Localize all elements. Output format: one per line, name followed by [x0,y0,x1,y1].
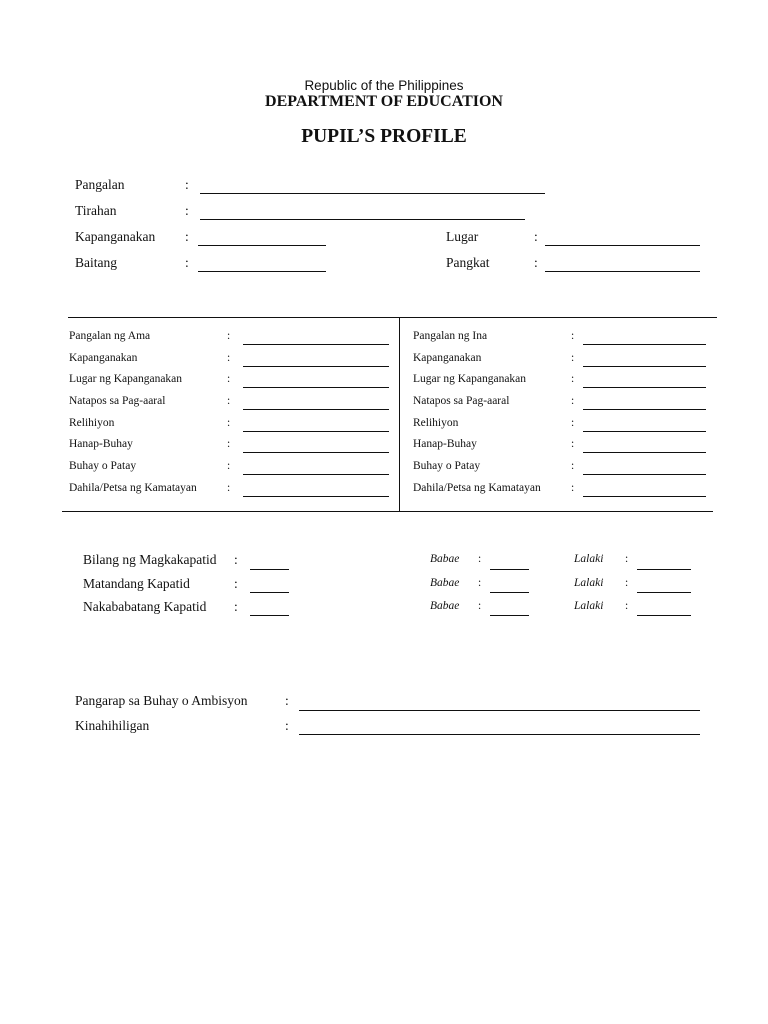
older-female-label: Babae [430,577,460,589]
younger-female-field[interactable] [490,615,529,616]
ambition-label: Pangarap sa Buhay o Ambisyon [75,693,248,708]
father-status-colon: : [227,460,231,472]
father-education-field[interactable] [243,409,389,410]
younger-sibling-label: Nakababatang Kapatid [83,599,207,614]
older-sibling-colon: : [234,576,238,591]
name-colon: : [185,177,189,192]
father-birthplace-label: Lugar ng Kapanganakan [69,373,183,385]
sibling-count-female-colon: : [478,553,482,565]
mother-status-field[interactable] [583,474,706,475]
younger-sibling-colon: : [234,599,238,614]
father-status-field[interactable] [243,474,389,475]
grade-label: Baitang [75,255,117,270]
younger-male-colon: : [625,600,629,612]
father-status-label: Buhay o Patay [69,460,137,472]
father-name-colon: : [227,330,231,342]
ambition-colon: : [285,693,289,708]
birthdate-colon: : [185,229,189,244]
mother-name-colon: : [571,330,575,342]
mother-name-field[interactable] [583,344,706,345]
mother-birthplace-colon: : [571,373,575,385]
name-field[interactable] [200,193,545,194]
mother-occupation-label: Hanap-Buhay [413,438,477,450]
father-religion-colon: : [227,417,231,429]
younger-male-label: Lalaki [574,600,604,612]
father-birthplace-colon: : [227,373,231,385]
father-occupation-label: Hanap-Buhay [69,438,133,450]
father-birth-field[interactable] [243,366,389,367]
sibling-count-label: Bilang ng Magkakapatid [83,552,217,567]
sibling-count-female-label: Babae [430,553,460,565]
mother-birth-label: Kapanganakan [413,352,482,364]
mother-birthplace-field[interactable] [583,387,706,388]
father-birth-label: Kapanganakan [69,352,138,364]
republic-heading: Republic of the Philippines [304,78,464,93]
grade-field[interactable] [198,271,326,272]
parents-bottom-rule [62,511,713,512]
mother-death-field[interactable] [583,496,706,497]
father-name-label: Pangalan ng Ama [69,330,151,342]
sibling-count-female-field[interactable] [490,569,529,570]
mother-religion-label: Relihiyon [413,417,459,429]
section-colon: : [534,255,538,270]
mother-religion-colon: : [571,417,575,429]
sibling-count-male-colon: : [625,553,629,565]
address-label: Tirahan [75,203,117,218]
younger-male-field[interactable] [637,615,691,616]
parents-divider [399,317,400,512]
birthdate-field[interactable] [198,245,326,246]
interest-field[interactable] [299,734,700,735]
older-male-colon: : [625,577,629,589]
older-male-label: Lalaki [574,577,604,589]
mother-death-colon: : [571,482,575,494]
place-label: Lugar [446,229,479,244]
mother-occupation-colon: : [571,438,575,450]
mother-name-label: Pangalan ng Ina [413,330,488,342]
mother-status-colon: : [571,460,575,472]
sibling-count-colon: : [234,552,238,567]
father-religion-field[interactable] [243,431,389,432]
mother-death-label: Dahila/Petsa ng Kamatayan [413,482,541,494]
interest-label: Kinahihiligan [75,718,150,733]
mother-birth-field[interactable] [583,366,706,367]
place-colon: : [534,229,538,244]
father-death-field[interactable] [243,496,389,497]
mother-status-label: Buhay o Patay [413,460,481,472]
father-birth-colon: : [227,352,231,364]
place-field[interactable] [545,245,700,246]
ambition-field[interactable] [299,710,700,711]
address-field[interactable] [200,219,525,220]
sibling-count-male-label: Lalaki [574,553,604,565]
department-heading: DEPARTMENT OF EDUCATION [265,93,503,110]
father-education-label: Natapos sa Pag-aaral [69,395,166,407]
sibling-count-field[interactable] [250,569,289,570]
older-sibling-label: Matandang Kapatid [83,576,190,591]
father-death-colon: : [227,482,231,494]
mother-religion-field[interactable] [583,431,706,432]
mother-education-label: Natapos sa Pag-aaral [413,395,510,407]
parents-top-rule [68,317,717,318]
younger-female-colon: : [478,600,482,612]
address-colon: : [185,203,189,218]
father-name-field[interactable] [243,344,389,345]
older-male-field[interactable] [637,592,691,593]
section-field[interactable] [545,271,700,272]
father-religion-label: Relihiyon [69,417,115,429]
mother-occupation-field[interactable] [583,452,706,453]
father-birthplace-field[interactable] [243,387,389,388]
mother-birth-colon: : [571,352,575,364]
mother-birthplace-label: Lugar ng Kapanganakan [413,373,527,385]
name-label: Pangalan [75,177,125,192]
father-death-label: Dahila/Petsa ng Kamatayan [69,482,197,494]
father-education-colon: : [227,395,231,407]
father-occupation-field[interactable] [243,452,389,453]
interest-colon: : [285,718,289,733]
section-label: Pangkat [446,255,490,270]
older-female-field[interactable] [490,592,529,593]
older-female-colon: : [478,577,482,589]
younger-female-label: Babae [430,600,460,612]
sibling-count-male-field[interactable] [637,569,691,570]
father-occupation-colon: : [227,438,231,450]
mother-education-colon: : [571,395,575,407]
older-sibling-field[interactable] [250,592,289,593]
mother-education-field[interactable] [583,409,706,410]
page-title: PUPIL’S PROFILE [301,126,467,147]
birthdate-label: Kapanganakan [75,229,156,244]
grade-colon: : [185,255,189,270]
younger-sibling-field[interactable] [250,615,289,616]
